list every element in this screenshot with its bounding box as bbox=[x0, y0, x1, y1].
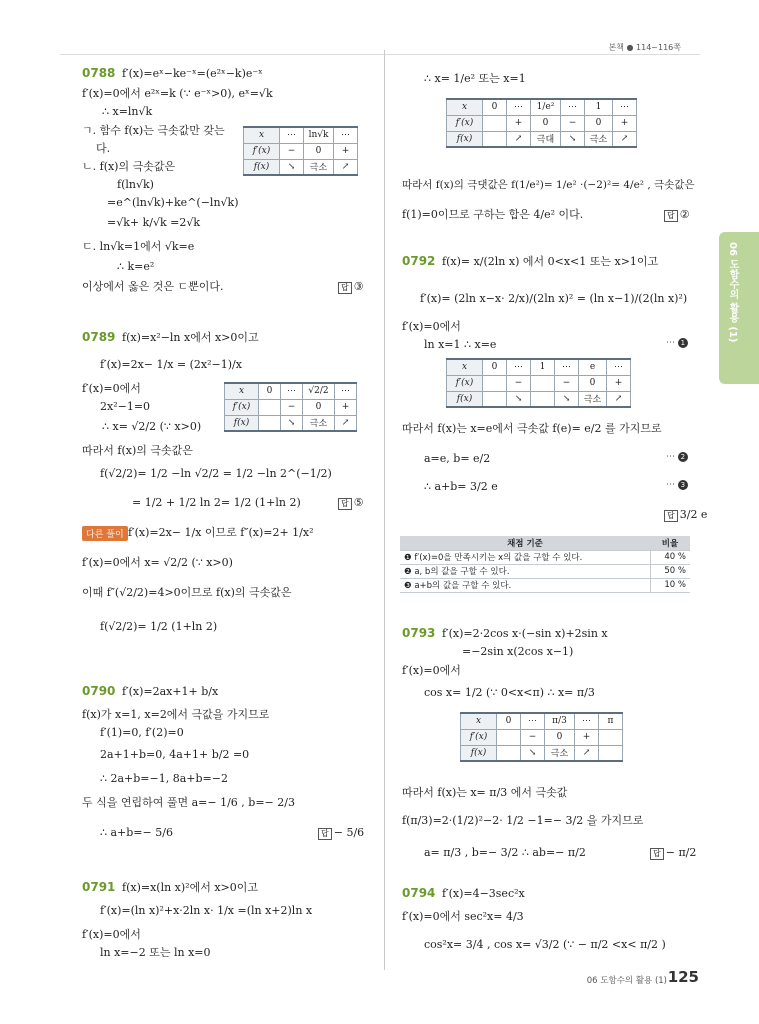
table-cell: 0 bbox=[259, 383, 281, 399]
variation-table bbox=[460, 712, 623, 762]
solution-line: ∴ x= √2/2 (∵ x>0) bbox=[102, 420, 202, 433]
answer: 답 ⑤ bbox=[338, 496, 364, 510]
table-cell bbox=[483, 391, 507, 407]
answer-label: 답 bbox=[664, 510, 678, 522]
table-cell: 0 bbox=[304, 143, 334, 159]
table-cell: + bbox=[613, 115, 637, 131]
variation-table bbox=[243, 126, 358, 176]
solution-line: f′(x)= (2ln x−x· 2/x)/(2ln x)² = (ln x−1)/(2(ln x)²) bbox=[420, 292, 688, 305]
footer-chapter: 06 도함수의 활용 (1) bbox=[586, 976, 667, 986]
table-cell: ↘ bbox=[561, 131, 585, 147]
solution-line: f′(x)=2x− 1/x 이므로 f″(x)=2+ 1/x² bbox=[128, 526, 314, 539]
solution-line: f′(x)=0에서 bbox=[402, 664, 461, 677]
solution-line: f′(x)=0에서 bbox=[82, 928, 141, 941]
table-cell: 극소 bbox=[545, 745, 575, 761]
grading-criterion: ❷ a, b의 값을 구할 수 있다. bbox=[400, 564, 650, 578]
table-cell: 0 bbox=[579, 375, 607, 391]
table-cell: 극소 bbox=[579, 391, 607, 407]
solution-line: f′(1)=0, f′(2)=0 bbox=[100, 726, 184, 739]
solution-line: a= π/3 , b=− 3/2 ∴ ab=− π/2 bbox=[424, 846, 586, 859]
table-cell: ⋯ bbox=[521, 713, 545, 729]
table-cell: ↗ bbox=[613, 131, 637, 147]
table-cell: ↘ bbox=[280, 159, 304, 175]
table-cell: + bbox=[607, 375, 631, 391]
solution-line: f(ln√k) bbox=[117, 178, 154, 191]
solution-line: ∴ x=ln√k bbox=[102, 105, 153, 118]
solution-line: 따라서 f(x)의 극댓값은 f(1/e²)= 1/e² ·(−2)²= 4/e² , 극솟값은 bbox=[402, 179, 695, 191]
table-cell: 0 bbox=[483, 359, 507, 375]
table-cell: ⋯ bbox=[280, 127, 304, 143]
table-cell: 1 bbox=[585, 99, 613, 115]
page-header: 본책 ● 114~116쪽 bbox=[608, 43, 681, 52]
solution-line: ㄷ. ln√k=1에서 √k=e bbox=[82, 240, 195, 253]
solution-line: f(π/3)=2·(1/2)²−2· 1/2 −1=− 3/2 을 가지므로 bbox=[402, 814, 644, 827]
table-cell: ⋯ bbox=[334, 127, 358, 143]
table-cell: 0 bbox=[497, 713, 521, 729]
table-cell: 0 bbox=[303, 399, 335, 415]
table-cell bbox=[531, 391, 555, 407]
answer: 답 − π/2 bbox=[650, 846, 696, 860]
grading-ratio: 50 % bbox=[650, 564, 690, 578]
table-cell: ⋯ bbox=[281, 383, 303, 399]
solution-line: f(1)=0이므로 구하는 합은 4/e² 이다. bbox=[402, 208, 584, 221]
problem-number: 0791 bbox=[82, 880, 116, 894]
table-cell: ↗ bbox=[607, 391, 631, 407]
table-cell: ⋯ bbox=[507, 99, 531, 115]
table-cell: x bbox=[447, 99, 483, 115]
solution-line: ∴ a+b=− 5/6 bbox=[100, 826, 173, 839]
solution-line: f′(x)=2ax+1+ b/x bbox=[122, 685, 219, 698]
page-number: 125 bbox=[667, 968, 699, 986]
solution-line: f′(x)=(ln x)²+x·2ln x· 1/x =(ln x+2)ln x bbox=[100, 904, 313, 917]
solution-line: ln x=−2 또는 ln x=0 bbox=[100, 946, 211, 959]
step-marker-2: ⋯ 2 bbox=[666, 452, 688, 462]
table-cell: ⋯ bbox=[613, 99, 637, 115]
variation-table bbox=[446, 98, 637, 148]
answer-label: 답 bbox=[338, 498, 352, 510]
alt-solution-badge: 다른 풀이 bbox=[82, 526, 128, 541]
problem-number: 0794 bbox=[402, 886, 436, 900]
solution-line: f(√2/2)= 1/2 (1+ln 2) bbox=[100, 620, 218, 633]
chapter-side-tab bbox=[719, 232, 759, 384]
solution-line: f(x)= x/(2ln x) 에서 0<x<1 또는 x>1이고 bbox=[442, 255, 659, 268]
grading-header: 비율 bbox=[650, 536, 690, 550]
solution-line: ㄱ. 함수 f(x)는 극솟값만 갖는 bbox=[82, 124, 225, 137]
solution-line: f′(x)=0에서 bbox=[402, 320, 461, 333]
solution-line: f′(x)=2x− 1/x = (2x²−1)/x bbox=[100, 358, 242, 371]
table-cell: 0 bbox=[545, 729, 575, 745]
variation-table bbox=[446, 358, 631, 408]
table-cell: − bbox=[521, 729, 545, 745]
step-marker-1: ⋯ 1 bbox=[666, 338, 688, 348]
chapter-tab-label: 06 도함수의 활용 (1) bbox=[727, 242, 738, 343]
answer: 답 − 5/6 bbox=[318, 826, 364, 840]
table-cell: + bbox=[335, 399, 357, 415]
solution-line: f′(x)=eˣ−ke⁻ˣ=(e²ˣ−k)e⁻ˣ bbox=[122, 67, 263, 80]
table-cell: 극소 bbox=[585, 131, 613, 147]
table-cell: 0 bbox=[585, 115, 613, 131]
grading-criterion: ❸ a+b의 값을 구할 수 있다. bbox=[400, 578, 650, 592]
problem-number: 0792 bbox=[402, 254, 436, 268]
table-cell: π/3 bbox=[545, 713, 575, 729]
table-cell: ⋯ bbox=[561, 99, 585, 115]
table-cell bbox=[483, 375, 507, 391]
table-cell: f′(x) bbox=[447, 375, 483, 391]
table-cell bbox=[497, 729, 521, 745]
variation-table bbox=[224, 382, 357, 432]
solution-line: f′(x)=4−3sec²x bbox=[442, 887, 525, 900]
table-cell: ↘ bbox=[281, 415, 303, 431]
solution-line: f′(x)=2·2cos x·(−sin x)+2sin x bbox=[442, 627, 608, 640]
table-cell: ⋯ bbox=[575, 713, 599, 729]
table-cell: x bbox=[447, 359, 483, 375]
problem-number: 0789 bbox=[82, 330, 116, 344]
problem-number: 0790 bbox=[82, 684, 116, 698]
answer-label: 답 bbox=[650, 848, 664, 860]
table-cell: − bbox=[507, 375, 531, 391]
step-marker-3: ⋯ 3 bbox=[666, 480, 688, 490]
table-cell: ↗ bbox=[575, 745, 599, 761]
solution-line: f(x)가 x=1, x=2에서 극값을 가지므로 bbox=[82, 708, 270, 721]
grading-table bbox=[400, 536, 690, 593]
table-cell: x bbox=[244, 127, 280, 143]
table-cell: x bbox=[225, 383, 259, 399]
solution-line: =−2sin x(2cos x−1) bbox=[462, 645, 574, 658]
table-cell: − bbox=[561, 115, 585, 131]
table-cell: f′(x) bbox=[225, 399, 259, 415]
solution-line: =√k+ k/√k =2√k bbox=[107, 216, 201, 229]
table-cell: + bbox=[575, 729, 599, 745]
table-cell: 극소 bbox=[304, 159, 334, 175]
answer: 답 3/2 e bbox=[664, 508, 707, 522]
solution-line: 2x²−1=0 bbox=[100, 400, 151, 413]
table-cell: f(x) bbox=[447, 131, 483, 147]
table-cell bbox=[483, 131, 507, 147]
solution-line: 따라서 f(x)의 극솟값은 bbox=[82, 444, 193, 457]
table-cell: ↘ bbox=[521, 745, 545, 761]
table-cell: ⋯ bbox=[335, 383, 357, 399]
column-divider bbox=[384, 50, 385, 970]
solution-line: ∴ k=e² bbox=[117, 260, 155, 273]
table-cell: 극소 bbox=[303, 415, 335, 431]
solution-line: 따라서 f(x)는 x=e에서 극솟값 f(e)= e/2 를 가지므로 bbox=[402, 422, 662, 435]
table-cell: π bbox=[599, 713, 623, 729]
table-cell: − bbox=[555, 375, 579, 391]
solution-line: 2a+1+b=0, 4a+1+ b/2 =0 bbox=[100, 748, 250, 761]
table-cell bbox=[483, 115, 507, 131]
grading-ratio: 40 % bbox=[650, 550, 690, 564]
table-cell: ⋯ bbox=[607, 359, 631, 375]
grading-header: 채점 기준 bbox=[400, 536, 650, 550]
table-cell: 1 bbox=[531, 359, 555, 375]
grading-ratio: 10 % bbox=[650, 578, 690, 592]
answer-label: 답 bbox=[664, 210, 678, 222]
table-cell: + bbox=[334, 143, 358, 159]
table-cell: f(x) bbox=[447, 391, 483, 407]
table-cell bbox=[259, 415, 281, 431]
table-cell: 0 bbox=[483, 99, 507, 115]
table-cell bbox=[599, 745, 623, 761]
header-rule bbox=[60, 54, 700, 55]
solution-line: 다. bbox=[96, 142, 111, 155]
table-cell: 0 bbox=[531, 115, 561, 131]
table-cell: x bbox=[461, 713, 497, 729]
answer: 답 ② bbox=[664, 208, 690, 222]
table-cell bbox=[599, 729, 623, 745]
solution-line: f(x)=x(ln x)²에서 x>0이고 bbox=[122, 881, 258, 894]
answer-label: 답 bbox=[338, 282, 352, 294]
solution-line: f(x)=x²−ln x에서 x>0이고 bbox=[122, 331, 259, 344]
table-cell bbox=[531, 375, 555, 391]
solution-line: cos²x= 3/4 , cos x= √3/2 (∵ − π/2 <x< π/2 ) bbox=[424, 938, 666, 951]
solution-line: ∴ a+b= 3/2 e bbox=[424, 480, 498, 493]
table-cell: − bbox=[281, 399, 303, 415]
solution-line: ln x=1 ∴ x=e bbox=[424, 338, 497, 351]
solution-line: 따라서 f(x)는 x= π/3 에서 극솟값 bbox=[402, 786, 568, 799]
solution-line: ㄴ. f(x)의 극솟값은 bbox=[82, 160, 176, 173]
solution-line: ∴ 2a+b=−1, 8a+b=−2 bbox=[100, 772, 228, 785]
table-cell: ⋯ bbox=[507, 359, 531, 375]
table-cell: ⋯ bbox=[555, 359, 579, 375]
table-cell: − bbox=[280, 143, 304, 159]
solution-line: f′(x)=0에서 e²ˣ=k (∵ e⁻ˣ>0), eˣ=√k bbox=[82, 87, 273, 100]
table-cell: f(x) bbox=[225, 415, 259, 431]
grading-criterion: ❶ f′(x)=0을 만족시키는 x의 값을 구할 수 있다. bbox=[400, 550, 650, 564]
answer-label: 답 bbox=[318, 828, 332, 840]
solution-line: 이상에서 옳은 것은 ㄷ뿐이다. bbox=[82, 280, 224, 293]
solution-line: f′(x)=0에서 x= √2/2 (∵ x>0) bbox=[82, 556, 233, 569]
problem-number: 0788 bbox=[82, 66, 116, 80]
table-cell: 1/e² bbox=[531, 99, 561, 115]
table-cell: f(x) bbox=[244, 159, 280, 175]
table-cell: 극대 bbox=[531, 131, 561, 147]
table-cell: ↘ bbox=[507, 391, 531, 407]
answer: 답 ③ bbox=[338, 280, 364, 294]
table-cell bbox=[497, 745, 521, 761]
solution-line: ∴ x= 1/e² 또는 x=1 bbox=[424, 72, 526, 85]
solution-line: f′(x)=0에서 bbox=[82, 382, 141, 395]
solution-line: = 1/2 + 1/2 ln 2= 1/2 (1+ln 2) bbox=[132, 496, 301, 509]
problem-number: 0793 bbox=[402, 626, 436, 640]
solution-line: f′(x)=0에서 sec²x= 4/3 bbox=[402, 910, 524, 923]
table-cell: + bbox=[507, 115, 531, 131]
solution-line: 두 식을 연립하여 풀면 a=− 1/6 , b=− 2/3 bbox=[82, 796, 295, 809]
table-cell: ↗ bbox=[507, 131, 531, 147]
solution-line: cos x= 1/2 (∵ 0<x<π) ∴ x= π/3 bbox=[424, 686, 595, 699]
table-cell: f(x) bbox=[461, 745, 497, 761]
table-cell: f′(x) bbox=[447, 115, 483, 131]
table-cell: ↗ bbox=[335, 415, 357, 431]
solution-line: a=e, b= e/2 bbox=[424, 452, 491, 465]
table-cell: f′(x) bbox=[244, 143, 280, 159]
solution-line: =e^(ln√k)+ke^(−ln√k) bbox=[107, 196, 239, 209]
table-cell: ln√k bbox=[304, 127, 334, 143]
table-cell bbox=[259, 399, 281, 415]
table-cell: e bbox=[579, 359, 607, 375]
solution-line: f(√2/2)= 1/2 −ln √2/2 = 1/2 −ln 2^(−1/2) bbox=[100, 467, 332, 480]
table-cell: f′(x) bbox=[461, 729, 497, 745]
table-cell: ↘ bbox=[555, 391, 579, 407]
table-cell: √2/2 bbox=[303, 383, 335, 399]
table-cell: ↗ bbox=[334, 159, 358, 175]
solution-line: 이때 f″(√2/2)=4>0이므로 f(x)의 극솟값은 bbox=[82, 586, 292, 599]
